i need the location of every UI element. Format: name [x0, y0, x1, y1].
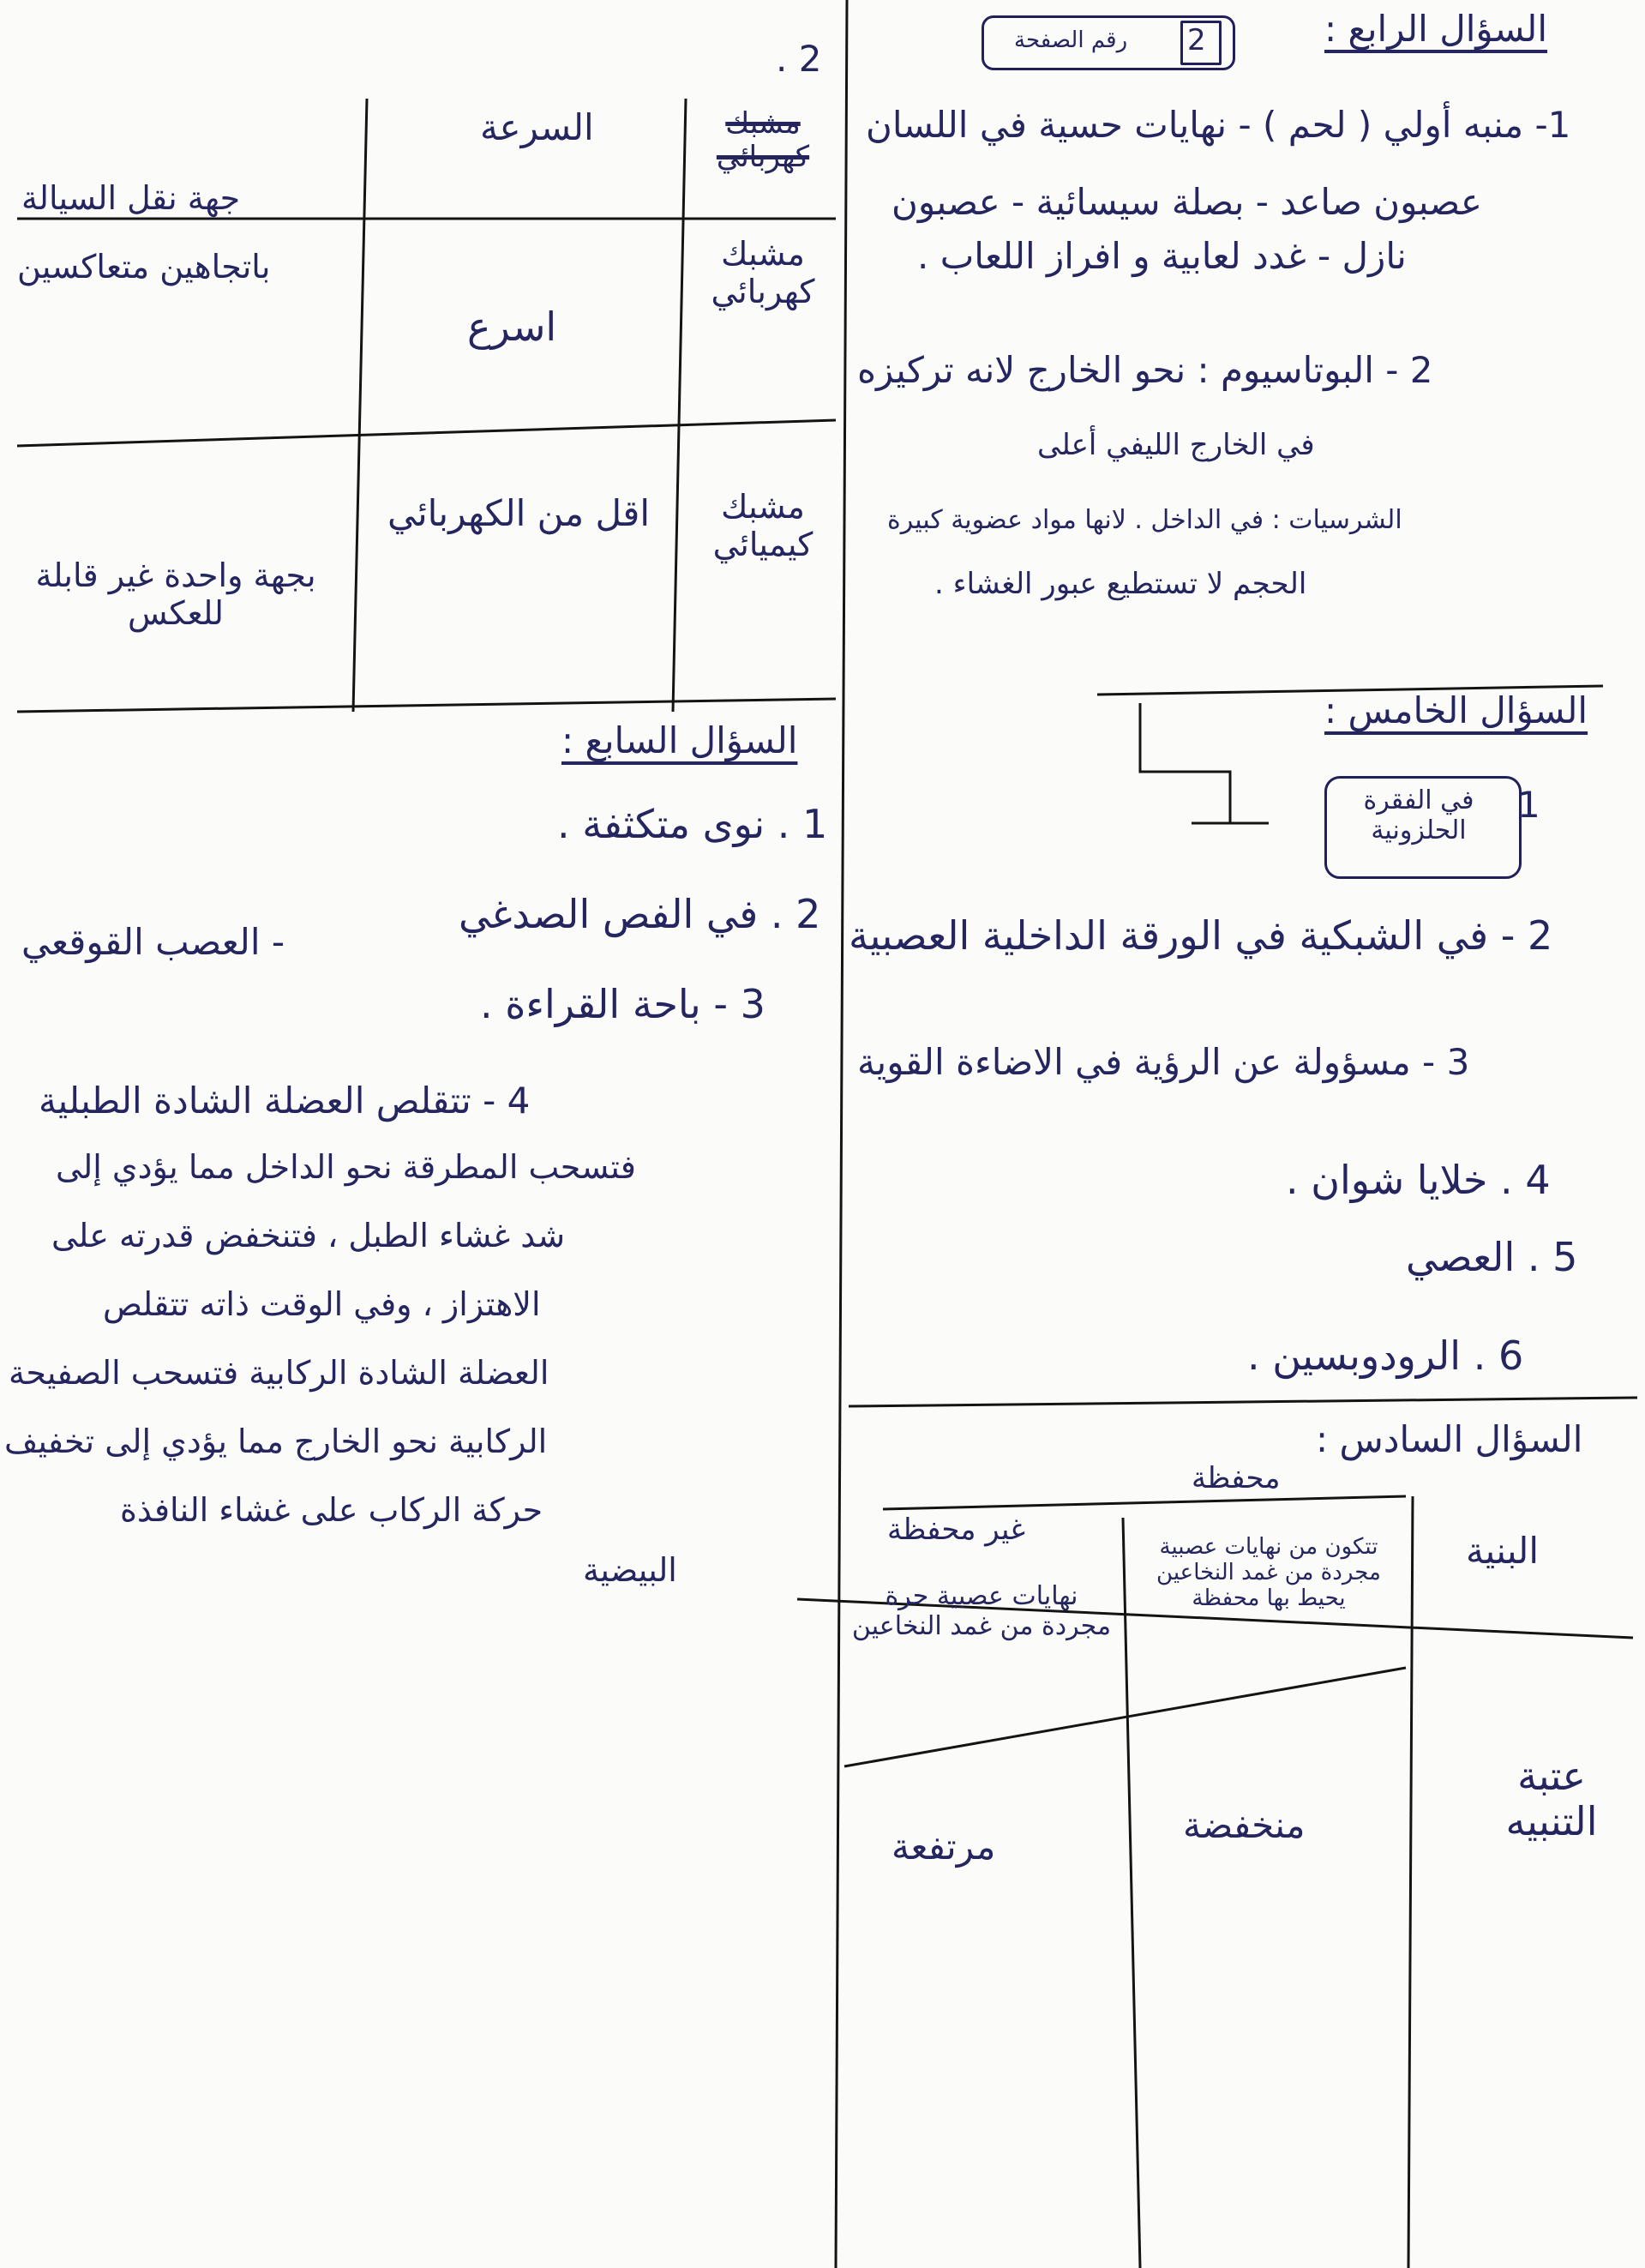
q6-row-structure-label: البنية [1466, 1530, 1540, 1572]
q7-item-1: 1 . نوى متكثفة . [557, 801, 828, 847]
q-number: 2 . [776, 38, 822, 80]
q5-item-4: 4 . خلايا شوان . [1286, 1157, 1551, 1203]
q7-item-3: 3 - باحة القراءة . [480, 981, 765, 1027]
row1-direction: باتجاهين متعاكسين [17, 248, 271, 286]
page-number: 2 [1187, 23, 1206, 57]
q7-4-line-2: فتسحب المطرقة نحو الداخل مما يؤدي إلى [56, 1148, 636, 1186]
q6-threshold-encapsulated: منخفضة [1183, 1804, 1306, 1846]
q4-1-line-2: عصبون صاعد - بصلة سيسائية - عصبون [892, 181, 1482, 223]
q7-4-line-5: العضلة الشادة الركابية فتسحب الصفيحة [9, 1354, 549, 1392]
table-header-direction: جهة نقل السيالة [21, 179, 241, 217]
q4-2-line-3: الشرسيات : في الداخل . لانها مواد عضوية كبيرة [887, 505, 1402, 535]
q5-item-3: 3 - مسؤولة عن الرؤية في الاضاءة القوية [857, 1041, 1470, 1083]
page-number-label: رقم الصفحة [1014, 27, 1128, 53]
q7-4-line-4: الاهتزاز ، وفي الوقت ذاته تتقلص [103, 1285, 541, 1323]
q5-1-box-text: في الفقرة الحلزونية [1363, 785, 1474, 845]
q4-2-line-2: في الخارج الليفي أعلى [1037, 428, 1315, 462]
q5-1-box [1324, 776, 1522, 879]
row2-label: مشبك كيميائي [712, 488, 813, 563]
q6-threshold-unencapsulated: مرتفعة [892, 1826, 996, 1868]
table-header-speed: السرعة [480, 106, 594, 148]
q4-heading: السؤال الرابع : [1324, 8, 1548, 50]
row1-speed: اسرع [467, 304, 557, 350]
q5-1-number: 1 [1517, 784, 1540, 826]
q6-col-encapsulated: محفظة [1192, 1461, 1281, 1495]
q5-heading: السؤال الخامس : [1324, 689, 1588, 731]
q7-4-line-8: البيضية [583, 1551, 677, 1589]
q7-item-2: 2 . في الفص الصدغي [459, 891, 821, 937]
table-header-crossed: مشبك كهربائي [716, 106, 810, 175]
q5-item-5: 5 . العصي [1406, 1234, 1578, 1280]
q6-structure-encapsulated: تتكون من نهايات عصبية مجردة من غمد النخاعين يحيط بها محفظة [1156, 1534, 1381, 1611]
q6-col-unencapsulated: غير محفظة [887, 1513, 1026, 1547]
q4-1-line-1: 1- منبه أولي ( لحم ) - نهايات حسية في اللسان [866, 104, 1571, 146]
row2-speed: اقل من الكهربائي [387, 492, 651, 534]
page-number-box [982, 15, 1230, 65]
q4-2-line-1: 2 - البوتاسيوم : نحو الخارج لانه تركيزه [857, 349, 1433, 391]
q6-structure-unencapsulated: نهايات عصبية حرة مجردة من غمد النخاعين [851, 1581, 1112, 1641]
q6-heading: السؤال السادس : [1316, 1418, 1583, 1460]
q4-2-line-4: الحجم لا تستطيع عبور الغشاء . [934, 567, 1307, 601]
q5-item-6: 6 . الرودوبسين . [1247, 1333, 1524, 1379]
q7-heading: السؤال السابع : [561, 719, 798, 761]
q7-4-line-1: 4 - تتقلص العضلة الشادة الطبلية [39, 1080, 531, 1122]
q7-item-2b: - العصب القوقعي [21, 921, 285, 963]
q7-4-line-3: شد غشاء الطبل ، فتنخفض قدرته على [51, 1217, 566, 1254]
q5-item-2: 2 - في الشبكية في الورقة الداخلية العصبية [849, 912, 1553, 959]
row1-label: مشبك كهربائي [711, 235, 815, 310]
q7-4-line-6: الركابية نحو الخارج مما يؤدي إلى تخفيف [4, 1423, 548, 1460]
q7-4-line-7: حركة الركاب على غشاء النافذة [120, 1491, 543, 1529]
q6-row-threshold-label: عتبة التنبيه [1505, 1753, 1598, 1844]
q4-1-line-3: نازل - غدد لعابية و افراز اللعاب . [917, 235, 1407, 277]
row2-direction: بجهة واحدة غير قابلة للعكس [35, 556, 316, 632]
